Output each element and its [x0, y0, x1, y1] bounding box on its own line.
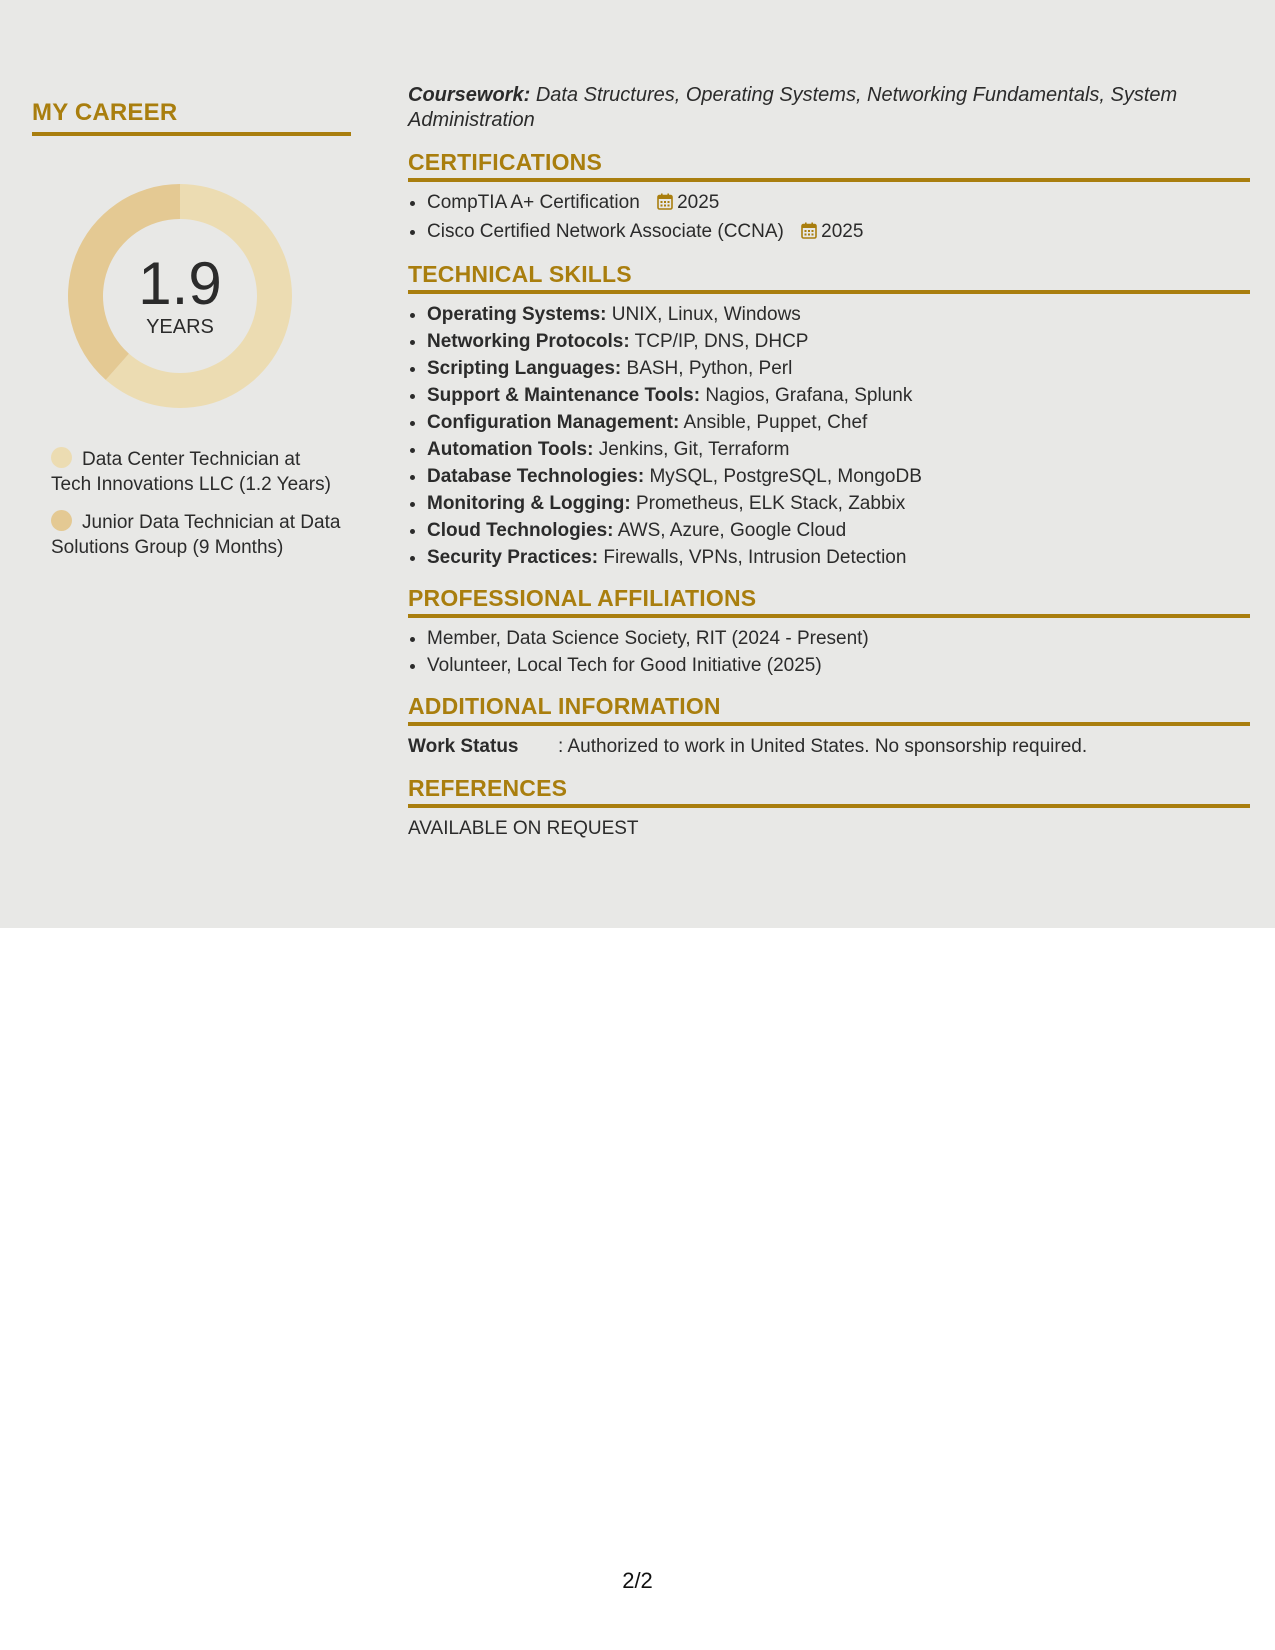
certifications-heading: CERTIFICATIONS [408, 149, 603, 175]
skill-category: Automation Tools: [427, 439, 594, 460]
section-divider [408, 614, 1250, 618]
work-status-value: : Authorized to work in United States. No sponsorship required. [558, 736, 1088, 757]
list-item [427, 436, 1250, 463]
main-content [408, 83, 1250, 842]
coursework [408, 83, 1250, 133]
calendar-icon [801, 220, 817, 247]
skill-category: Monitoring & Logging: [427, 493, 631, 514]
coursework-text: Data Structures, Operating Systems, Networking Fundamentals, System Administration [408, 84, 1178, 131]
skill-values: Prometheus, ELK Stack, Zabbix [635, 493, 906, 514]
list-item [427, 218, 1250, 247]
affiliations-heading: PROFESSIONAL AFFILIATIONS [408, 585, 757, 611]
calendar-icon [657, 191, 673, 218]
section-divider [408, 178, 1250, 182]
skill-category: Networking Protocols: [427, 331, 630, 352]
list-item [427, 328, 1250, 355]
references-heading: REFERENCES [408, 775, 568, 801]
total-years-label: YEARS [146, 316, 214, 338]
list-item [427, 544, 1250, 571]
certification-year: 2025 [677, 192, 720, 213]
career-title-divider [32, 132, 351, 136]
legend-label: Junior Data Technician at Data Solutions Group (9 Months) [51, 512, 341, 558]
career-title: MY CAREER [32, 99, 178, 126]
certification-year: 2025 [821, 221, 864, 242]
legend-item [51, 510, 341, 560]
skill-category: Scripting Languages: [427, 358, 622, 379]
technical-skills-list [408, 301, 1250, 571]
skill-category: Security Practices: [427, 547, 599, 568]
skill-values: BASH, Python, Perl [626, 358, 793, 379]
skill-values: Firewalls, VPNs, Intrusion Detection [603, 547, 907, 568]
list-item [427, 517, 1250, 544]
section-divider [408, 804, 1250, 808]
list-item: • Volunteer, Local Tech for Good Initiative (2025) [427, 652, 1250, 679]
list-item [427, 189, 1250, 218]
technical-skills-heading: TECHNICAL SKILLS [408, 261, 632, 287]
legend-item [51, 447, 341, 497]
list-item [427, 355, 1250, 382]
section-divider [408, 722, 1250, 726]
legend-label: Data Center Technician at Tech Innovations LLC (1.2 Years) [51, 449, 331, 495]
list-item: • Member, Data Science Society, RIT (2024 - Present) [427, 625, 1250, 652]
skill-category: Operating Systems: [427, 304, 607, 325]
donut-center [65, 181, 295, 411]
skill-values: Ansible, Puppet, Chef [683, 412, 868, 433]
affiliations-list [408, 625, 1250, 679]
total-years-value: 1.9 [138, 250, 222, 317]
list-item [427, 301, 1250, 328]
career-legend [51, 447, 341, 560]
skill-category: Configuration Management: [427, 412, 680, 433]
list-item [427, 490, 1250, 517]
certification-name: Cisco Certified Network Associate (CCNA) [427, 221, 784, 242]
career-donut-chart [65, 181, 295, 411]
skill-values: AWS, Azure, Google Cloud [617, 520, 847, 541]
skill-values: TCP/IP, DNS, DHCP [634, 331, 809, 352]
work-status-label: Work Status [408, 736, 519, 757]
work-status-row [408, 733, 1250, 760]
skill-values: Nagios, Grafana, Splunk [705, 385, 913, 406]
page-number: 2/2 [622, 1568, 653, 1593]
skill-values: Jenkins, Git, Terraform [598, 439, 790, 460]
skill-values: UNIX, Linux, Windows [611, 304, 801, 325]
list-item [427, 382, 1250, 409]
coursework-label: Coursework: [408, 84, 531, 106]
legend-swatch-2 [51, 510, 72, 531]
skill-values: MySQL, PostgreSQL, MongoDB [649, 466, 922, 487]
skill-category: Support & Maintenance Tools: [427, 385, 701, 406]
certifications-list [408, 189, 1250, 247]
skill-category: Cloud Technologies: [427, 520, 614, 541]
legend-swatch-1 [51, 447, 72, 468]
list-item [427, 463, 1250, 490]
certification-name: CompTIA A+ Certification [427, 192, 640, 213]
list-item [427, 409, 1250, 436]
career-sidebar [32, 96, 351, 573]
additional-info-heading: ADDITIONAL INFORMATION [408, 693, 721, 719]
references-text: AVAILABLE ON REQUEST [408, 818, 639, 839]
section-divider [408, 290, 1250, 294]
skill-category: Database Technologies: [427, 466, 645, 487]
